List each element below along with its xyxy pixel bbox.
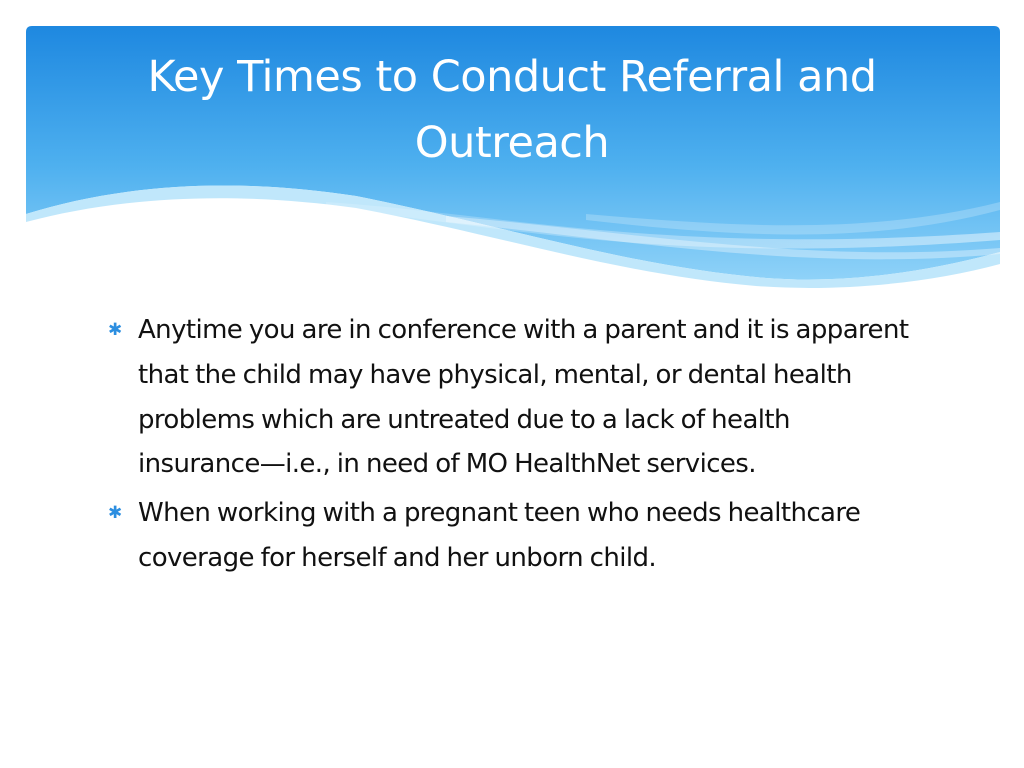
slide-title: Key Times to Conduct Referral and Outreach <box>147 52 877 168</box>
asterisk-bullet-icon: ✱ <box>108 503 123 524</box>
bullet-list <box>104 308 914 585</box>
list-item <box>104 491 914 581</box>
bullet-text-conference: Anytime you are in conference with a parent and it is apparent that the child may have physical, mental, or dental health problems which are untreated due to a lack of health insurance—i.e., in need of MO HealthNet services. <box>138 315 909 480</box>
asterisk-bullet-icon: ✱ <box>108 320 123 340</box>
bullet-text-pregnant-teen: When working with a pregnant teen who needs healthcare coverage for herself and her unborn child. <box>138 498 861 573</box>
list-item <box>104 308 914 487</box>
